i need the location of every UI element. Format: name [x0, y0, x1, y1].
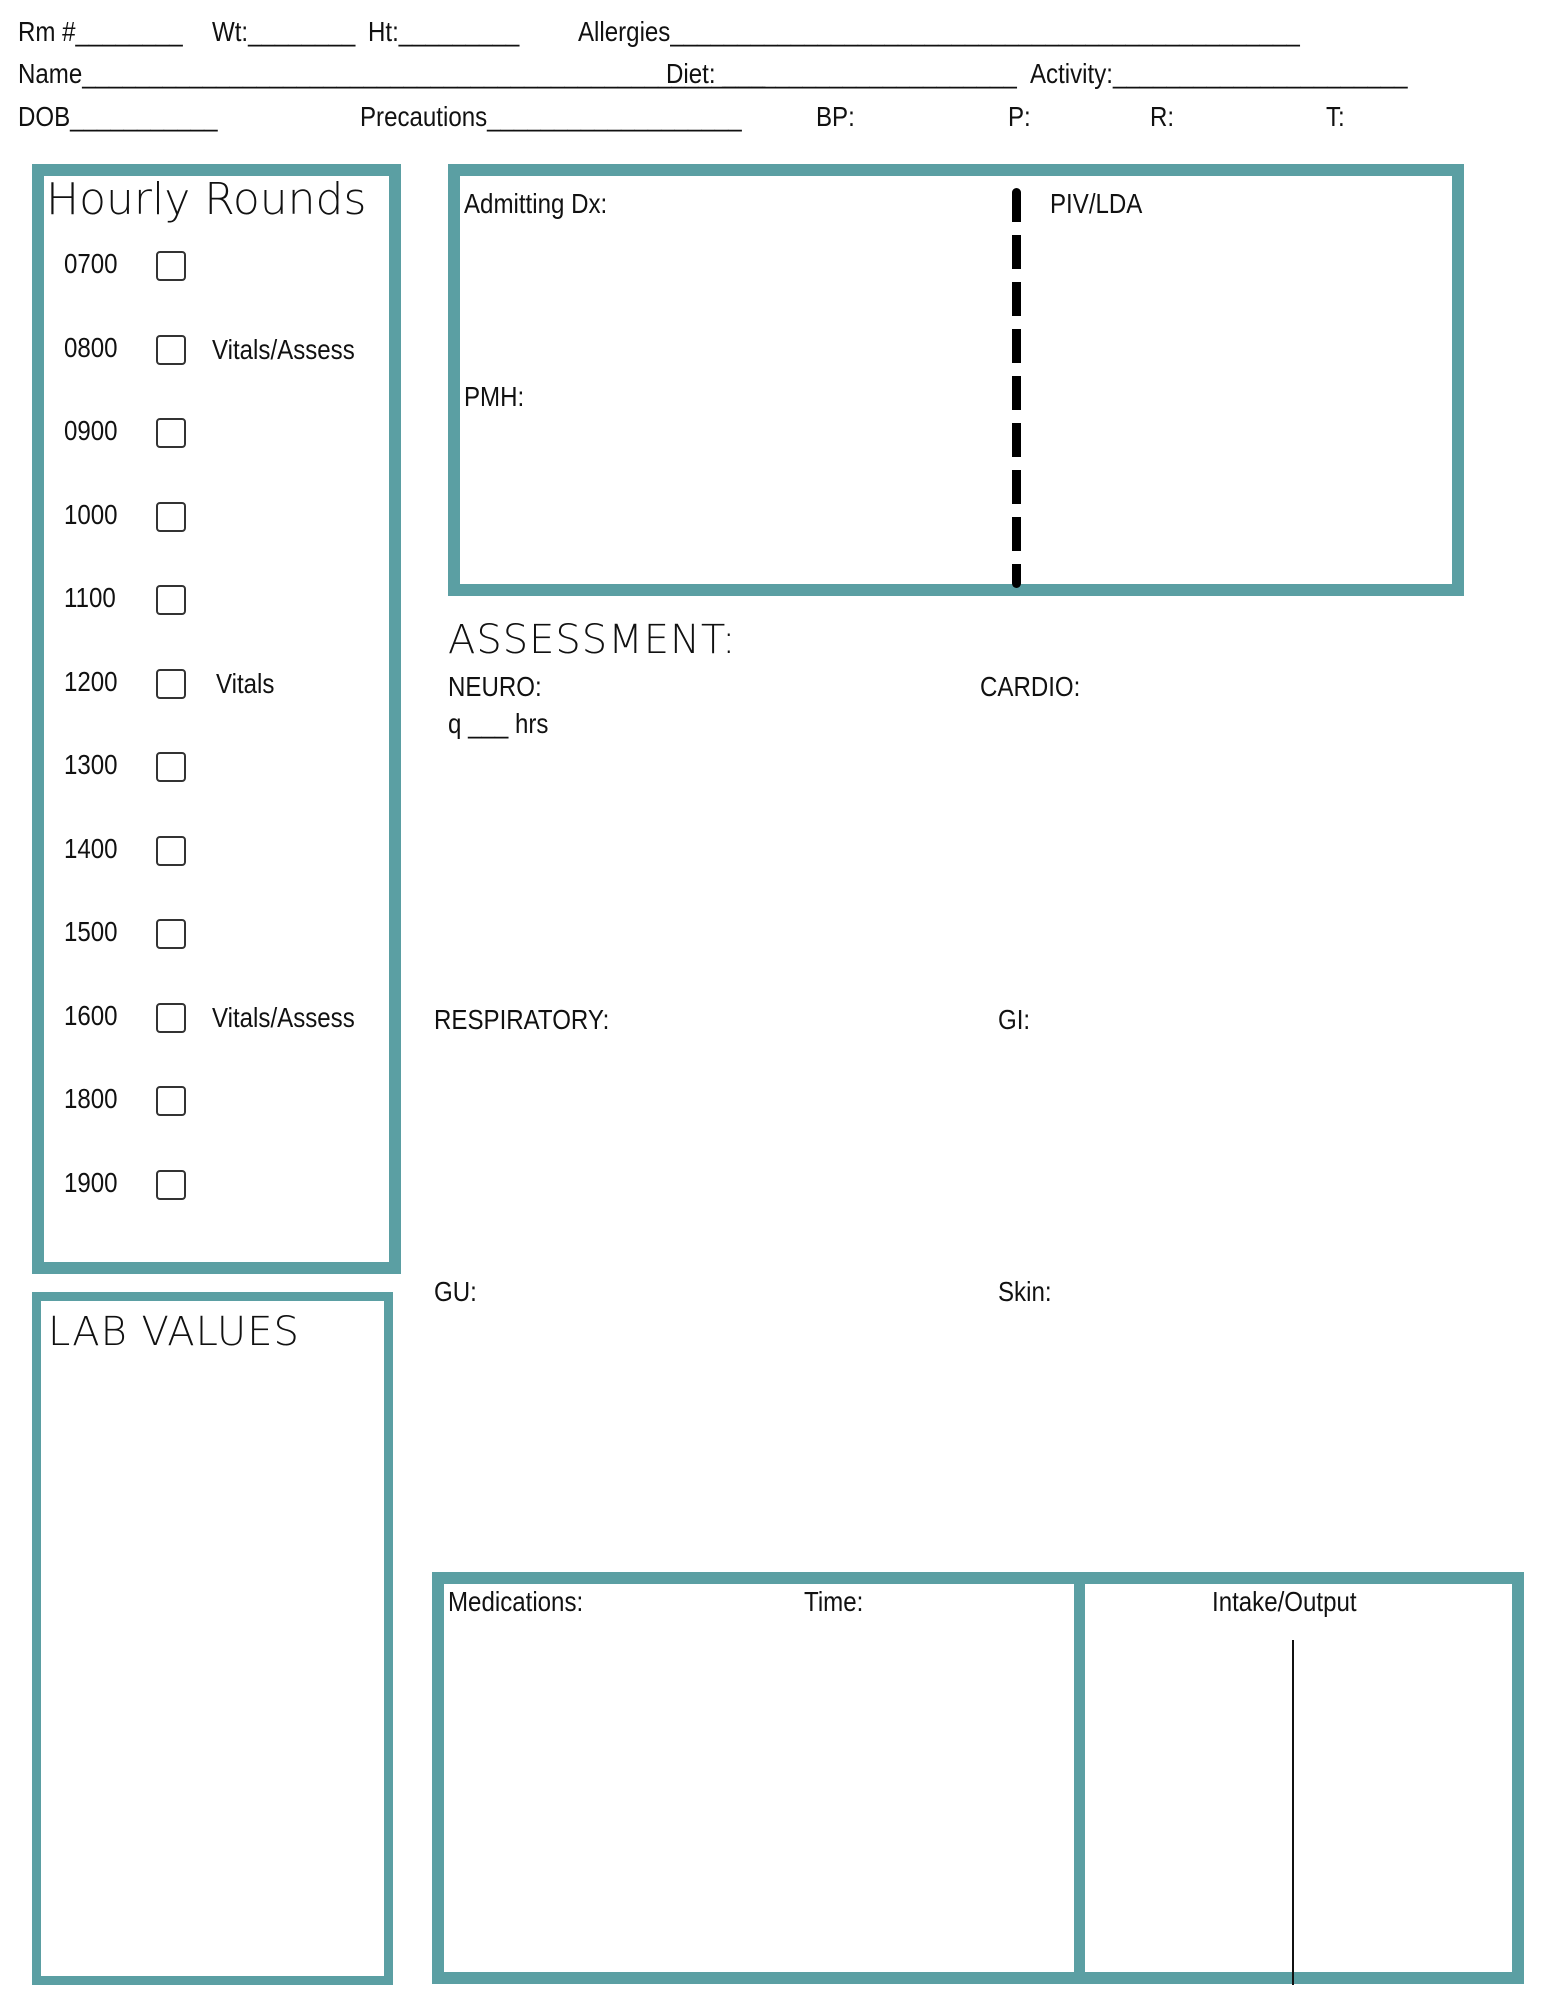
diet-field[interactable]: Diet: ______________________ [666, 58, 1017, 89]
round-note: Vitals/Assess [212, 333, 355, 365]
round-checkbox[interactable] [156, 335, 186, 365]
round-time: 1400 [64, 832, 118, 864]
round-checkbox[interactable] [156, 585, 186, 615]
round-note: Vitals/Assess [212, 1001, 355, 1033]
diagnosis-panel [448, 164, 1464, 596]
round-checkbox[interactable] [156, 1170, 186, 1200]
resp-label: R: [1150, 101, 1175, 132]
intake-output-label: Intake/Output [1212, 1586, 1357, 1617]
medications-divider [1074, 1572, 1085, 1984]
round-checkbox[interactable] [156, 251, 186, 281]
bp-label: BP: [816, 101, 855, 132]
admitting-dx-label: Admitting Dx: [464, 188, 608, 219]
room-field[interactable]: Rm #________ [18, 16, 183, 47]
respiratory-label: RESPIRATORY: [434, 1004, 610, 1035]
round-checkbox[interactable] [156, 919, 186, 949]
assessment-title: ASSESSMENT: [448, 617, 737, 663]
round-time: 1600 [64, 999, 118, 1031]
cardio-label: CARDIO: [980, 671, 1081, 702]
medications-label: Medications: [448, 1586, 584, 1617]
height-field[interactable]: Ht:_________ [368, 16, 520, 47]
piv-lda-label: PIV/LDA [1050, 188, 1143, 219]
round-time: 1300 [64, 749, 118, 780]
round-note: Vitals [216, 667, 275, 699]
activity-field[interactable]: Activity:______________________ [1030, 58, 1408, 89]
round-time: 1200 [64, 665, 118, 697]
round-checkbox[interactable] [156, 752, 186, 782]
gu-label: GU: [434, 1276, 477, 1307]
round-time: 0800 [64, 331, 118, 363]
neuro-label: NEURO: [448, 671, 542, 702]
neuro-frequency[interactable]: q ___ hrs [448, 708, 549, 739]
round-time: 1000 [64, 498, 118, 530]
lab-values-panel [32, 1292, 393, 1985]
round-checkbox[interactable] [156, 418, 186, 448]
diagnosis-divider [1012, 188, 1021, 588]
round-checkbox[interactable] [156, 502, 186, 532]
round-time: 0900 [64, 415, 118, 446]
time-label: Time: [804, 1586, 864, 1617]
round-time: 0700 [64, 248, 118, 279]
round-checkbox[interactable] [156, 1086, 186, 1116]
precautions-field[interactable]: Precautions___________________ [360, 101, 742, 132]
weight-field[interactable]: Wt:________ [212, 16, 356, 47]
dob-field[interactable]: DOB___________ [18, 101, 218, 132]
pulse-label: P: [1008, 101, 1031, 132]
round-checkbox[interactable] [156, 1003, 186, 1033]
medications-panel [432, 1572, 1524, 1984]
gi-label: GI: [998, 1004, 1031, 1035]
allergies-field[interactable]: Allergies_______________________________________________ [578, 16, 1300, 47]
round-checkbox[interactable] [156, 669, 186, 699]
temp-label: T: [1326, 101, 1345, 132]
pmh-label: PMH: [464, 381, 525, 412]
round-time: 1100 [64, 582, 116, 613]
intake-output-divider [1292, 1640, 1294, 1985]
round-time: 1900 [64, 1166, 118, 1198]
round-time: 1500 [64, 916, 118, 947]
round-checkbox[interactable] [156, 836, 186, 866]
skin-label: Skin: [998, 1276, 1052, 1307]
round-time: 1800 [64, 1083, 118, 1114]
hourly-rounds-title: Hourly Rounds [46, 174, 367, 225]
name-field[interactable]: Name___________________________________________________ [18, 58, 766, 89]
lab-values-title: LAB VALUES [48, 1309, 300, 1355]
